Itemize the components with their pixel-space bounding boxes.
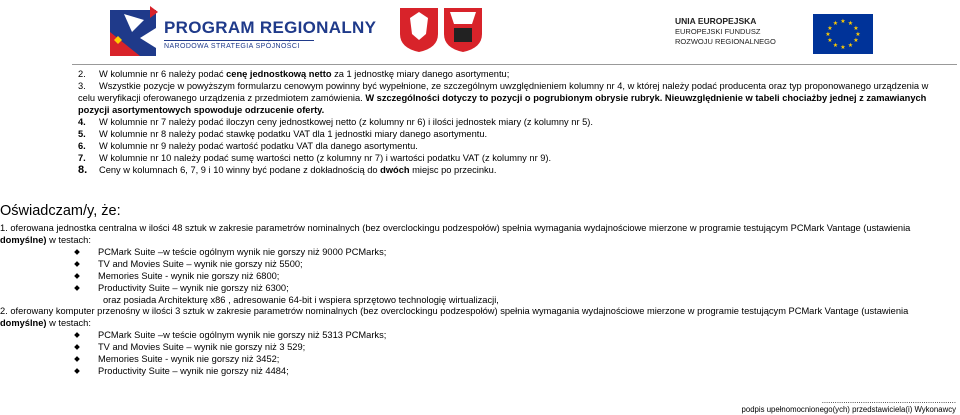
svg-text:★: ★	[832, 20, 839, 27]
coat-of-arms-icon	[398, 4, 484, 54]
p2-bold: domyślne)	[0, 318, 47, 328]
svg-text:★: ★	[855, 31, 861, 38]
program-subtitle: NARODOWA STRATEGIA SPÓJNOŚCI	[164, 43, 300, 50]
svg-text:★: ★	[827, 25, 833, 32]
program-title: PROGRAM REGIONALNY	[164, 18, 377, 37]
eu-fund-logo	[675, 14, 875, 56]
declaration-p1-line2	[0, 234, 91, 246]
declaration-p1-line1	[0, 222, 910, 234]
svg-text:★: ★	[847, 42, 854, 49]
instruction-text: W kolumnie nr 9 należy podać wartość podatku VAT dla danego asortymentu.	[99, 141, 418, 151]
instruction-text: celu weryfikacji oferowanego urządzenia z przedmiotem zamówienia. W szczególności dotyczy to pozycji o pogrubionym obrysie rubryk. Nieuwzględnienie w tabeli chociażby jednej z zamawianych	[78, 93, 927, 103]
instruction-num: 6.	[78, 141, 86, 151]
instruction-num: 2.	[78, 69, 86, 79]
p1-after: oraz posiada Architekturę x86 , adresowanie 64-bit i wspiera sprzętowo technologię wirtualizacji,	[103, 295, 499, 305]
eu-flag-icon	[813, 14, 873, 54]
signature-label: podpis upełnomocnionego(ych) przedstawiciela(i) Wykonawcy	[741, 405, 956, 414]
eu-line2: EUROPEJSKI FUNDUSZ	[675, 27, 761, 36]
svg-text:★: ★	[827, 37, 833, 44]
p2-bullet: Productivity Suite – wynik nie gorszy niż 4484;	[84, 365, 289, 377]
signature-dots: ..............................................................	[821, 396, 956, 405]
p1-text: 1. oferowana jednostka centralna w ilości 48 sztuk w zakresie parametrów nominalnych (bez overclockingu podzespołów) spełnia wymagania wydajnościowe mierzone w programie testującym PCMark Vantage (ustawienia	[0, 223, 911, 233]
instruction-text: pozycji asortymentowych spowoduje odrzucenie oferty.	[78, 105, 325, 115]
eu-line1: UNIA EUROPEJSKA	[675, 16, 757, 26]
coat-of-arms	[398, 4, 484, 54]
svg-text:★: ★	[853, 25, 859, 32]
instruction-text: Wszystkie pozycje w powyższym formularzu cenowym powinny być wypełnione, ze szczególnym uwzględnieniem kolumny nr 4, w której należy podać producenta oraz typ proponowanego urządzenia w	[99, 81, 929, 91]
declaration-p2-line1	[0, 305, 908, 317]
p2-bullet: PCMark Suite –w teście ogólnym wynik nie gorszy niż 5313 PCMarks;	[84, 329, 386, 341]
declaration-p2-line2	[0, 317, 91, 329]
instruction-text: W kolumnie nr 10 należy podać sumę wartości netto (z kolumny nr 7) i wartości podatku VAT (z kolumny nr 9).	[99, 153, 552, 163]
p1-bullet: Memories Suite - wynik nie gorszy niż 6800;	[84, 270, 279, 282]
declaration-heading: Oświadczam/y, że:	[0, 203, 121, 219]
instruction-num: 3.	[78, 81, 86, 91]
svg-text:★: ★	[853, 37, 859, 44]
instruction-text: W kolumnie nr 8 należy podać stawkę podatku VAT dla 1 jednostki miary danego asortymentu.	[99, 129, 488, 139]
instruction-num: 5.	[78, 129, 86, 139]
p1-bullet: PCMark Suite –w teście ogólnym wynik nie gorszy niż 9000 PCMarks;	[84, 246, 386, 258]
p2-bullet: TV and Movies Suite – wynik nie gorszy niż 3 529;	[84, 341, 305, 353]
p1-bullet: Productivity Suite – wynik nie gorszy niż 6300;	[84, 282, 289, 294]
svg-text:★: ★	[825, 31, 831, 38]
instruction-text: W kolumnie nr 7 należy podać iloczyn ceny jednostkowej netto (z kolumny nr 6) i ilości jednostek miary (z kolumny nr 5).	[99, 117, 593, 127]
p1-rest: w testach:	[46, 235, 91, 245]
svg-text:★: ★	[840, 44, 846, 51]
instruction-text: Ceny w kolumnach 6, 7, 9 i 10 winny być podane z dokładnością do dwóch miejsc po przecinku.	[99, 165, 497, 175]
instruction-num: 8.	[78, 164, 88, 176]
svg-text:★: ★	[847, 20, 854, 27]
p1-bullet: TV and Movies Suite – wynik nie gorszy niż 5500;	[84, 258, 303, 270]
header-divider	[72, 64, 957, 65]
instruction-text: W kolumnie nr 6 należy podać cenę jednostkową netto za 1 jednostkę miary danego asortymentu;	[99, 69, 510, 79]
p1-bold: domyślne)	[0, 235, 47, 245]
svg-text:★: ★	[840, 18, 846, 25]
svg-text:★: ★	[832, 42, 839, 49]
p2-text: 2. oferowany komputer przenośny w ilości 3 sztuk w zakresie parametrów nominalnych (bez overclockingu podzespołów) spełnia wymagania wydajnościowe mierzone w programie testującym PCMark Vantage (ustawienia	[0, 306, 909, 316]
p2-bullet: Memories Suite - wynik nie gorszy niż 3452;	[84, 353, 279, 365]
instruction-num: 4.	[78, 117, 86, 127]
p2-rest: w testach:	[46, 318, 91, 328]
program-regionalny-logo	[110, 2, 377, 60]
eu-line3: ROZWOJU REGIONALNEGO	[675, 37, 776, 46]
instruction-num: 7.	[78, 153, 86, 163]
